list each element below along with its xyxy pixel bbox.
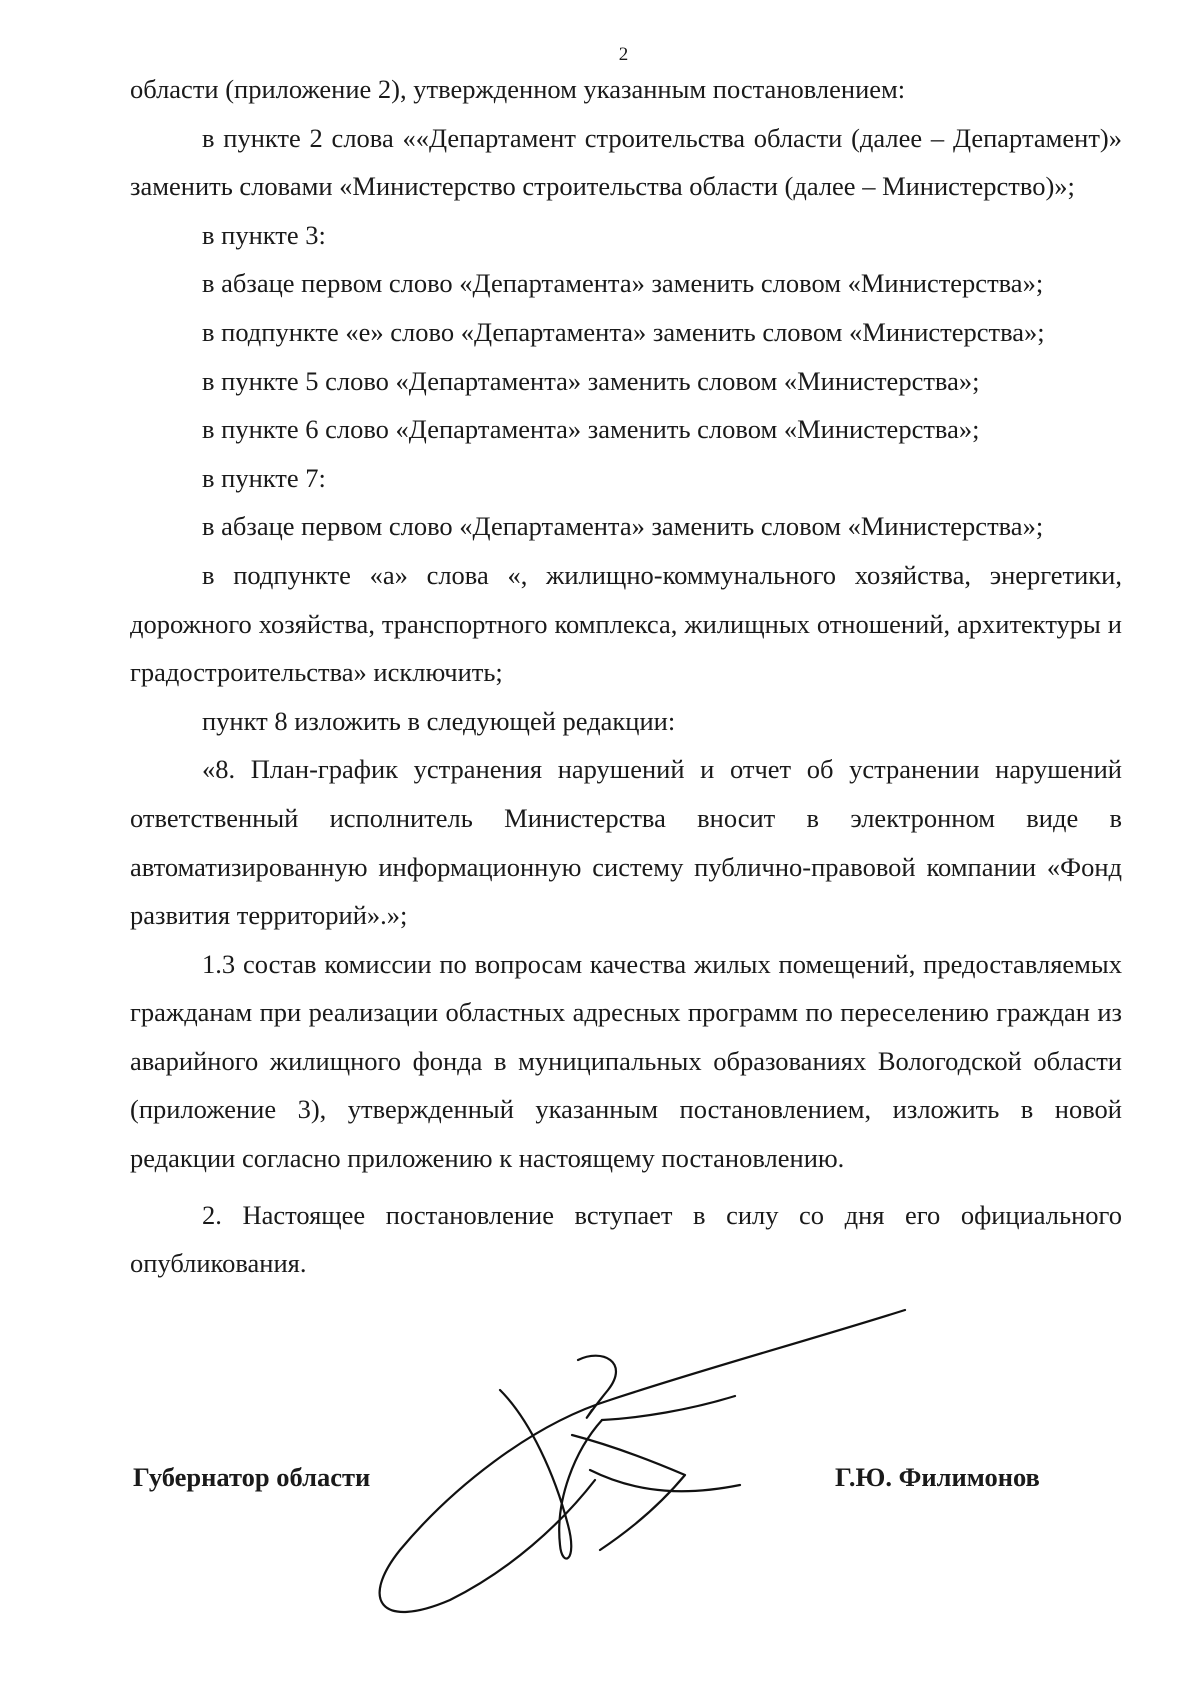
paragraph-point-3-e: в подпункте «е» слово «Департамента» заменить словом «Министерства»;: [202, 316, 1045, 347]
paragraph-point-7-first: в абзаце первом слово «Департамента» заменить словом «Министерства»;: [202, 511, 1044, 542]
paragraph-point-3-first: в абзаце первом слово «Департамента» заменить словом «Министерства»;: [202, 268, 1044, 299]
paragraph-point-7: в пункте 7:: [202, 462, 326, 493]
paragraph-point-8-text: «8. План-график устранения нарушений и отчет об устранении нарушений ответственный исполнитель Министерства вносит в электронном виде в автоматизированную информационную систему публично-правовой компании «Фонд развития территорий».»;: [130, 754, 1122, 931]
paragraph-point-3: в пункте 3:: [202, 219, 326, 250]
paragraph-point-5: в пункте 5 слово «Департамента» заменить словом «Министерства»;: [202, 365, 980, 396]
page-number: 2: [618, 44, 629, 65]
paragraph-point-7-a: в подпункте «а» слова «, жилищно-коммунального хозяйства, энергетики, дорожного хозяйства, транспортного комплекса, жилищных отношений, архитектуры и градостроительства» исключить;: [130, 559, 1122, 688]
handwritten-signature: [340, 1300, 920, 1620]
paragraph-continuation: области (приложение 2), утвержденном указанным постановлением:: [130, 74, 906, 104]
paragraph-2: 2. Настоящее постановление вступает в силу со дня его официального опубликования.: [130, 1199, 1122, 1279]
paragraph-point-6: в пункте 6 слово «Департамента» заменить словом «Министерства»;: [202, 414, 980, 445]
paragraph-1-3: 1.3 состав комиссии по вопросам качества жилых помещений, предоставляемых гражданам при реализации областных адресных программ по переселению граждан из аварийного жилищного фонда в муниципальных образованиях Вологодской области (приложение 3), утвержденный указанным постановлением, изложить в новой редакции согласно приложению к настоящему постановлению.: [130, 948, 1122, 1174]
signer-name: Г.Ю. Филимонов: [835, 1462, 1040, 1492]
paragraph-point-8-intro: пункт 8 изложить в следующей редакции:: [202, 705, 676, 736]
document-body: [130, 65, 1122, 1288]
paragraph-point-2: в пункте 2 слова ««Департамент строительства области (далее – Департамент)» заменить словами «Министерство строительства области (далее – Министерство)»;: [130, 122, 1122, 202]
signer-position: Губернатор области: [133, 1462, 371, 1492]
